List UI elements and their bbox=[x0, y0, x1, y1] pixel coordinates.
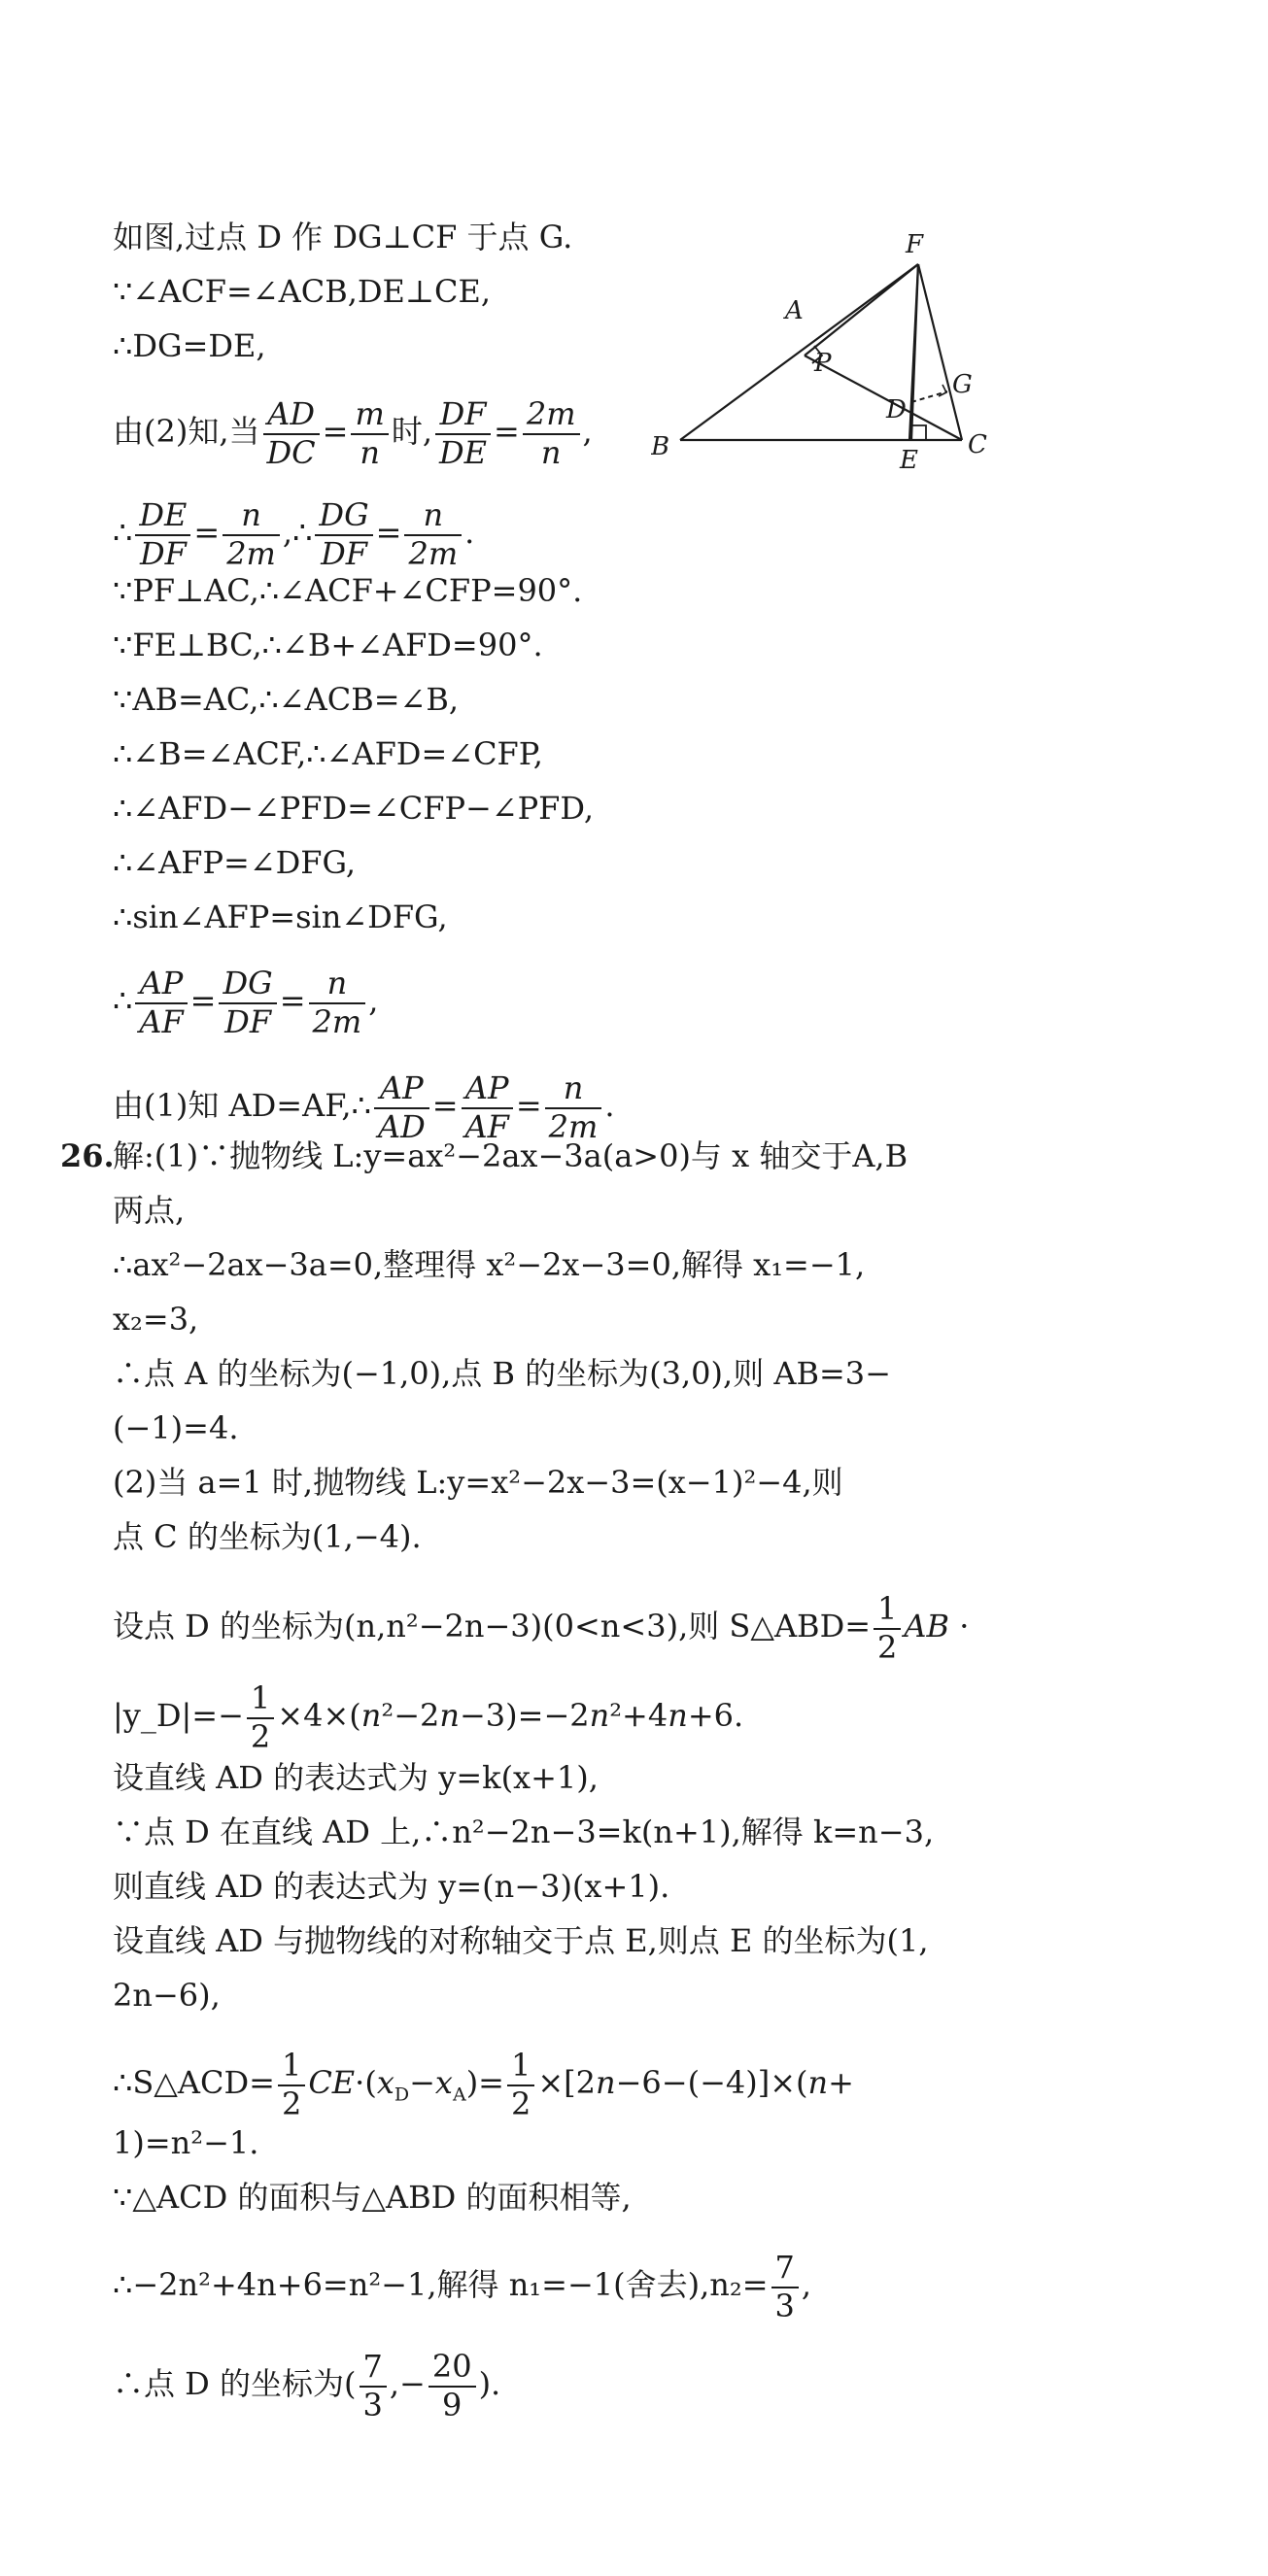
label-G: G bbox=[952, 370, 973, 399]
line-text: 由(2)知,当 bbox=[113, 413, 260, 451]
text-line: 点 C 的坐标为(1,−4). bbox=[113, 1518, 422, 1555]
line-text: |y_D|=− bbox=[113, 1697, 244, 1735]
text-line: ∵△ACD 的面积与△ABD 的面积相等, bbox=[113, 2179, 632, 2216]
text-line: 设直线 AD 与抛物线的对称轴交于点 E,则点 E 的坐标为(1, bbox=[113, 1922, 929, 1959]
text-line: 由(1)知 AD=AF,∴ $\frac{AP}{AD}$ = $\frac{AP}{AF}$ = $\frac{n}{2m}$ . bbox=[113, 1069, 615, 1145]
text-line: 2n−6), bbox=[113, 1977, 221, 2014]
line-text: 由(1)知 AD=AF,∴ bbox=[113, 1087, 371, 1125]
label-E: E bbox=[900, 446, 918, 475]
line-text: 设点 D 的坐标为(n,n²−2n−3)(0<n<3),则 S△ABD= bbox=[113, 1608, 872, 1645]
line-text: ∴点 D 的坐标为 bbox=[113, 2365, 345, 2403]
text-line: ∵PF⊥AC,∴∠ACF+∠CFP=90°. bbox=[113, 572, 583, 609]
text-line: 则直线 AD 的表达式为 y=(n−3)(x+1). bbox=[113, 1868, 670, 1905]
text-line: ∴∠AFD−∠PFD=∠CFP−∠PFD, bbox=[113, 790, 595, 827]
text-line: ∴ $\frac{DE}{DF}$ = $\frac{n}{2m}$ ,∴ $\frac{DG}{DF}$ = $\frac{n}{2m}$ . bbox=[113, 496, 475, 572]
text-line: ∴∠AFP=∠DFG, bbox=[113, 844, 357, 881]
label-A: A bbox=[785, 296, 804, 325]
text-line: 解:(1)∵抛物线 L:y=ax²−2ax−3a(a>0)与 x 轴交于A,B bbox=[113, 1137, 908, 1174]
label-C: C bbox=[968, 430, 987, 459]
question-number: 26. bbox=[60, 1137, 115, 1174]
line-text: ∴S△ACD= bbox=[113, 2064, 275, 2102]
triangle-figure bbox=[651, 221, 1020, 484]
text-line: ∴S△ACD= $\frac{1}{2}$ $CE\cdot(x_D-x_A)=$ $\frac{1}{2}$ ×[2n−6−(−4)]×(n+ bbox=[113, 2047, 854, 2122]
text-line: 设直线 AD 的表达式为 y=k(x+1), bbox=[113, 1759, 599, 1796]
text-line: 两点, bbox=[113, 1192, 186, 1229]
text-line: ∴DG=DE, bbox=[113, 327, 266, 364]
text-line: 由(2)知,当 $\frac{AD}{DC}$ = $\frac{m}{n}$ 时, $\frac{DF}{DE}$ = $\frac{2m}{n}$ , bbox=[113, 395, 593, 471]
label-B: B bbox=[651, 432, 670, 461]
text-line: 1)=n²−1. bbox=[113, 2124, 259, 2161]
text-line: ∴−2n²+4n+6=n²−1,解得 n₁=−1(舍去),n₂= $\frac{7}{3}$ , bbox=[113, 2249, 812, 2324]
text-line: (2)当 a=1 时,抛物线 L:y=x²−2x−3=(x−1)²−4,则 bbox=[113, 1464, 843, 1501]
text-line: ∴sin∠AFP=sin∠DFG, bbox=[113, 898, 448, 935]
text-line: ∴ax²−2ax−3a=0,整理得 x²−2x−3=0,解得 x₁=−1, bbox=[113, 1246, 866, 1283]
text-line: x₂=3, bbox=[113, 1301, 199, 1338]
label-F: F bbox=[906, 230, 924, 259]
text-line: ∵FE⊥BC,∴∠B+∠AFD=90°. bbox=[113, 627, 543, 663]
text-line: ∵AB=AC,∴∠ACB=∠B, bbox=[113, 681, 460, 718]
text-line: ∴点 D 的坐标为( $\frac{7}{3}$ ,− $\frac{20}{9}$ ). bbox=[113, 2348, 501, 2423]
text-line: 设点 D 的坐标为(n,n²−2n−3)(0<n<3),则 S△ABD= $\frac{1}{2}$ AB · bbox=[113, 1590, 970, 1666]
text-line: 如图,过点 D 作 DG⊥CF 于点 G. bbox=[113, 219, 573, 255]
text-line: ∴点 A 的坐标为(−1,0),点 B 的坐标为(3,0),则 AB=3− bbox=[113, 1355, 891, 1392]
text-line: ∵点 D 在直线 AD 上,∴n²−2n−3=k(n+1),解得 k=n−3, bbox=[113, 1813, 935, 1850]
label-P: P bbox=[814, 349, 832, 378]
text-line: ∴ $\frac{AP}{AF}$ = $\frac{DG}{DF}$ = $\frac{n}{2m}$ , bbox=[113, 965, 379, 1040]
label-D: D bbox=[886, 395, 907, 424]
text-line: |y_D|=− $\frac{1}{2}$ ×4×(n²−2n−3)=−2n²+4n+6. bbox=[113, 1679, 744, 1755]
text-line: (−1)=4. bbox=[113, 1409, 239, 1446]
text-line: ∵∠ACF=∠ACB,DE⊥CE, bbox=[113, 273, 491, 310]
text-line: ∴∠B=∠ACF,∴∠AFD=∠CFP, bbox=[113, 735, 543, 772]
line-text: ∴−2n²+4n+6=n²−1,解得 n₁=−1(舍去),n₂= bbox=[113, 2266, 769, 2304]
